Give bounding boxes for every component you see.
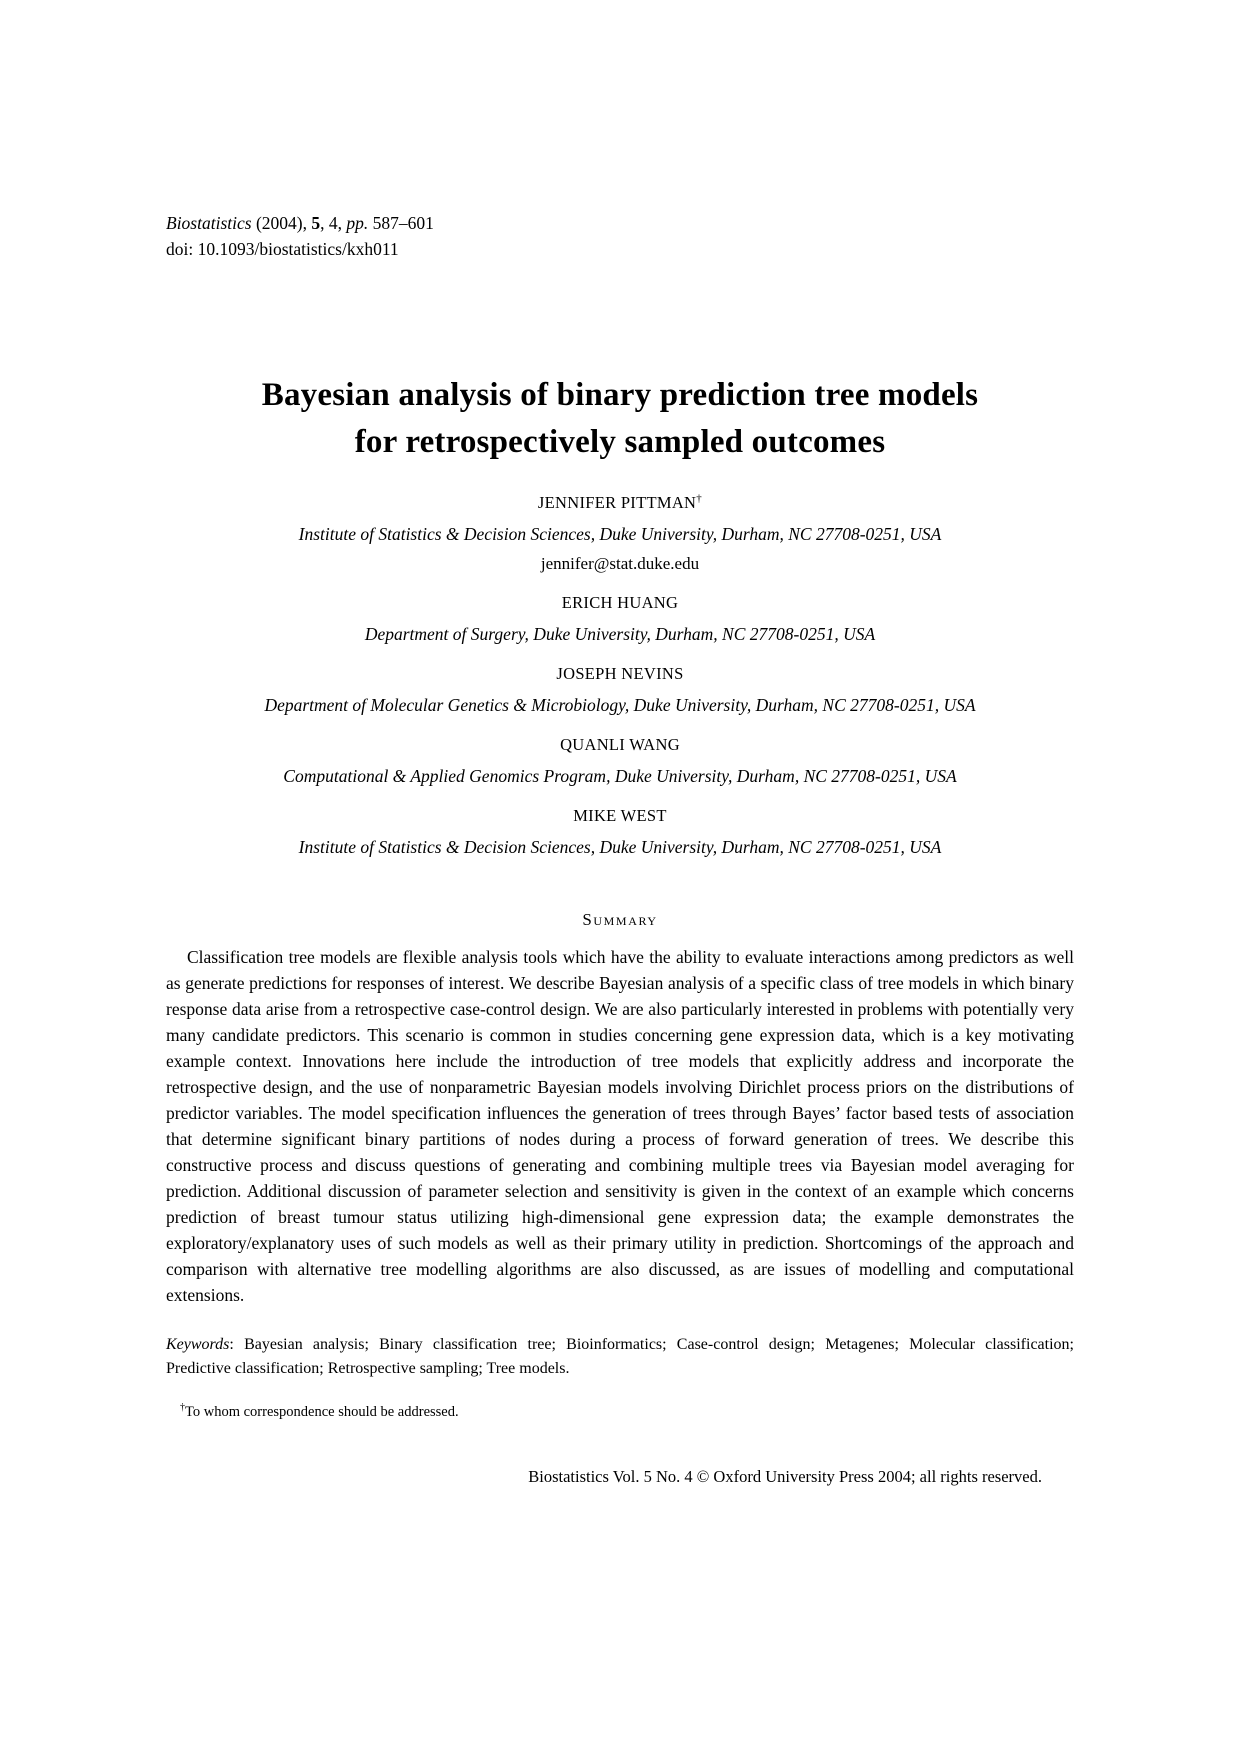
author-block — [166, 734, 1074, 788]
author-list — [166, 492, 1074, 859]
author-name: ERICH HUANG — [561, 593, 679, 612]
keywords-label: Keywords — [166, 1336, 230, 1353]
title-line-2: for retrospectively sampled outcomes — [354, 424, 886, 460]
footnote-text: To whom correspondence should be addressed. — [185, 1404, 459, 1420]
volume-number: 5 — [311, 213, 321, 233]
copyright-footer: Biostatistics Vol. 5 No. 4 © Oxford University Press 2004; all rights reserved. — [528, 1467, 1042, 1486]
journal-name: Biostatistics — [166, 213, 252, 233]
summary-heading: Summary — [582, 910, 658, 929]
author-name: MIKE WEST — [573, 806, 667, 825]
paper-page — [166, 0, 1074, 1488]
author-name: QUANLI WANG — [560, 735, 680, 754]
dagger-mark: † — [180, 1402, 185, 1414]
doi-line: doi: 10.1093/biostatistics/kxh011 — [166, 239, 399, 259]
keywords-line — [166, 1333, 1074, 1381]
author-affiliation: Computational & Applied Genomics Program, Duke University, Durham, NC 27708-0251, USA — [283, 766, 957, 786]
author-affiliation: Institute of Statistics & Decision Sciences, Duke University, Durham, NC 27708-0251, USA — [298, 524, 942, 544]
author-email: jennifer@stat.duke.edu — [540, 554, 700, 573]
dagger-mark: † — [696, 492, 703, 505]
author-affiliation: Institute of Statistics & Decision Sciences, Duke University, Durham, NC 27708-0251, USA — [298, 837, 942, 857]
author-block — [166, 663, 1074, 717]
journal-citation — [166, 210, 1074, 262]
paper-title — [166, 372, 1074, 466]
page-range: 587–601 — [368, 213, 434, 233]
author-affiliation: Department of Molecular Genetics & Microbiology, Duke University, Durham, NC 27708-0251, USA — [264, 695, 976, 715]
summary-section — [166, 909, 1074, 1308]
title-line-1: Bayesian analysis of binary prediction tree models — [261, 377, 979, 413]
author-block — [166, 592, 1074, 646]
summary-text: Classification tree models are flexible analysis tools which have the ability to evaluate interactions among predictors as well as generate predictions for responses of interest. We describe Bayesian analysis of a specific class of tree models in which binary response data arise from a retrospective case-control design. We are also particularly interested in problems with potentially very many candidate predictors. This scenario is common in studies concerning gene expression data, which is a key motivating example context. Innovations here include the introduction of tree models that explicitly address and incorporate the retrospective design, and the use of nonparametric Bayesian models involving Dirichlet process priors on the distributions of predictor variables. The model specification influences the generation of trees through Bayes’ factor based tests of association that determine significant binary partitions of nodes during a process of forward generation of trees. We describe this constructive process and discuss questions of generating and combining multiple trees via Bayesian model averaging for prediction. Additional discussion of parameter selection and sensitivity is given in the context of an example which concerns prediction of breast tumour status utilizing high-dimensional gene expression data; the example demonstrates the exploratory/explanatory uses of such models as well as their primary utility in prediction. Shortcomings of the approach and comparison with alternative tree modelling algorithms are also discussed, as are issues of modelling and computational extensions. — [166, 947, 1074, 1305]
author-affiliation: Department of Surgery, Duke University, Durham, NC 27708-0251, USA — [364, 624, 876, 644]
author-block — [166, 805, 1074, 859]
author-block — [166, 492, 1074, 575]
keywords-text: : Bayesian analysis; Binary classification tree; Bioinformatics; Case-control design; Metagenes; Molecular classification; Predictive classification; Retrospective sampling; Tree models. — [166, 1336, 1074, 1377]
correspondence-footnote — [166, 1402, 1074, 1422]
author-name: JOSEPH NEVINS — [556, 664, 684, 683]
author-name: JENNIFER PITTMAN† — [537, 492, 703, 512]
citation-line: Biostatistics (2004), 5, 4, pp. 587–601 — [166, 213, 434, 233]
